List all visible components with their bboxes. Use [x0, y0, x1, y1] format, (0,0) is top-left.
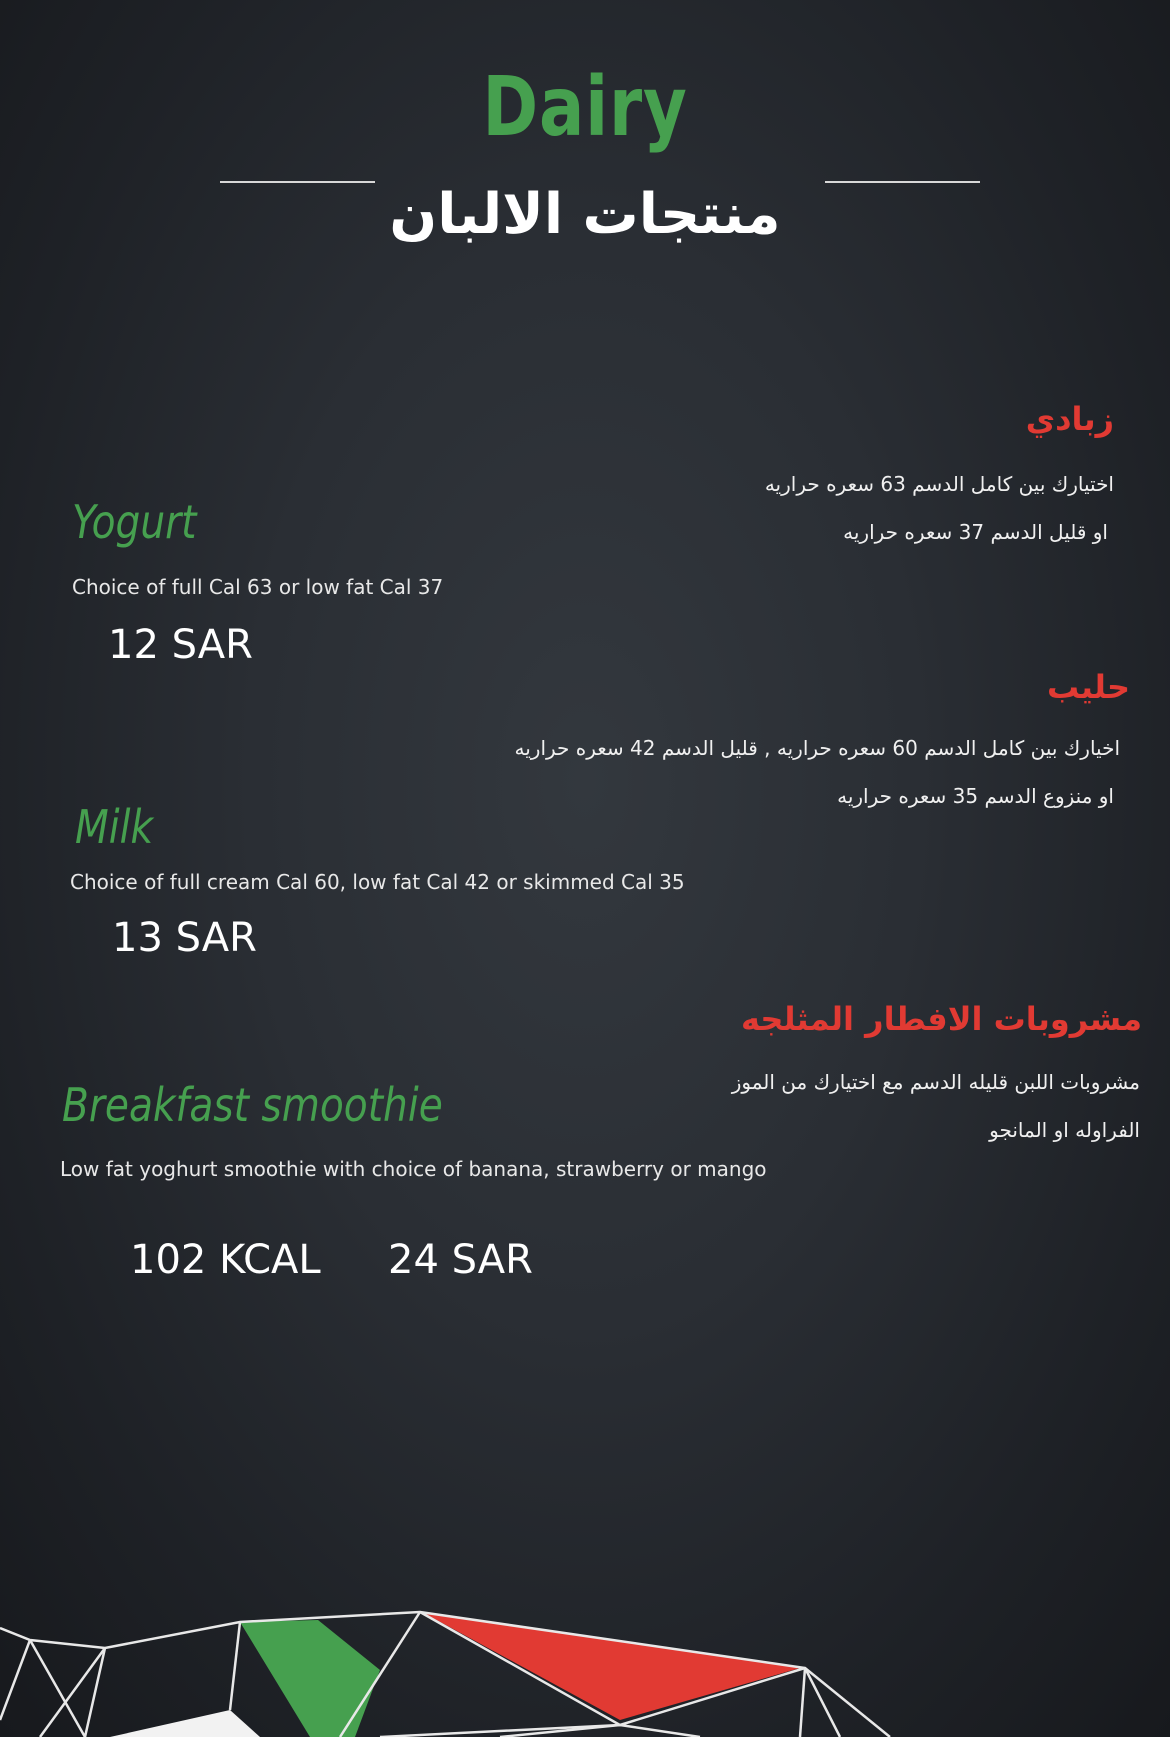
yogurt-desc-ar-line-1: اختيارك بين كامل الدسم 63 سعره حراريه — [764, 472, 1114, 496]
smoothie-kcal: 102 KCAL — [130, 1237, 321, 1283]
decorative-polygon-footer — [0, 1600, 1170, 1737]
smoothie-desc-en: Low fat yoghurt smoothie with choice of banana, strawberry or mango — [60, 1157, 767, 1181]
milk-desc-en: Choice of full cream Cal 60, low fat Cal 42 or skimmed Cal 35 — [70, 870, 685, 894]
deco-line-10 — [805, 1668, 890, 1737]
deco-white-shard — [110, 1710, 260, 1737]
smoothie-name-ar: مشروبات الافطار المثلجه — [740, 1000, 1142, 1038]
smoothie-desc-ar — [580, 1058, 1140, 1154]
deco-green-triangle — [240, 1620, 380, 1737]
milk-desc-ar-line-1: اخيارك بين كامل الدسم 60 سعره حراريه , قليل الدسم 42 سعره حراريه — [514, 736, 1120, 760]
yogurt-desc-ar-line-2: او قليل الدسم 37 سعره حراريه — [843, 520, 1108, 544]
yogurt-desc-en: Choice of full Cal 63 or low fat Cal 37 — [72, 575, 444, 599]
smoothie-price: 24 SAR — [388, 1237, 533, 1283]
page-title-en: Dairy — [482, 60, 688, 155]
milk-desc-ar — [360, 724, 1120, 820]
smoothie-desc-ar-line-1: مشروبات اللبن قليله الدسم مع اختيارك من الموز — [731, 1070, 1140, 1094]
milk-name-en: Milk — [75, 800, 154, 854]
deco-red-triangle — [422, 1612, 800, 1720]
deco-line-2 — [0, 1640, 30, 1720]
smoothie-desc-ar-line-2: الفراوله او المانجو — [989, 1118, 1140, 1142]
yogurt-name-en: Yogurt — [72, 495, 197, 549]
milk-price: 13 SAR — [112, 915, 257, 961]
page-title-ar: منتجات الالبان — [389, 182, 781, 247]
yogurt-price: 12 SAR — [108, 622, 253, 668]
yogurt-desc-ar — [554, 460, 1114, 556]
milk-desc-ar-line-2: او منزوع الدسم 35 سعره حراريه — [837, 784, 1114, 808]
smoothie-name-en: Breakfast smoothie — [62, 1078, 443, 1132]
deco-line-12 — [230, 1622, 240, 1710]
deco-line-11 — [380, 1725, 700, 1737]
milk-name-ar: حليب — [1046, 668, 1130, 706]
yogurt-name-ar: زبادي — [1025, 400, 1114, 438]
deco-line-9 — [800, 1668, 805, 1737]
